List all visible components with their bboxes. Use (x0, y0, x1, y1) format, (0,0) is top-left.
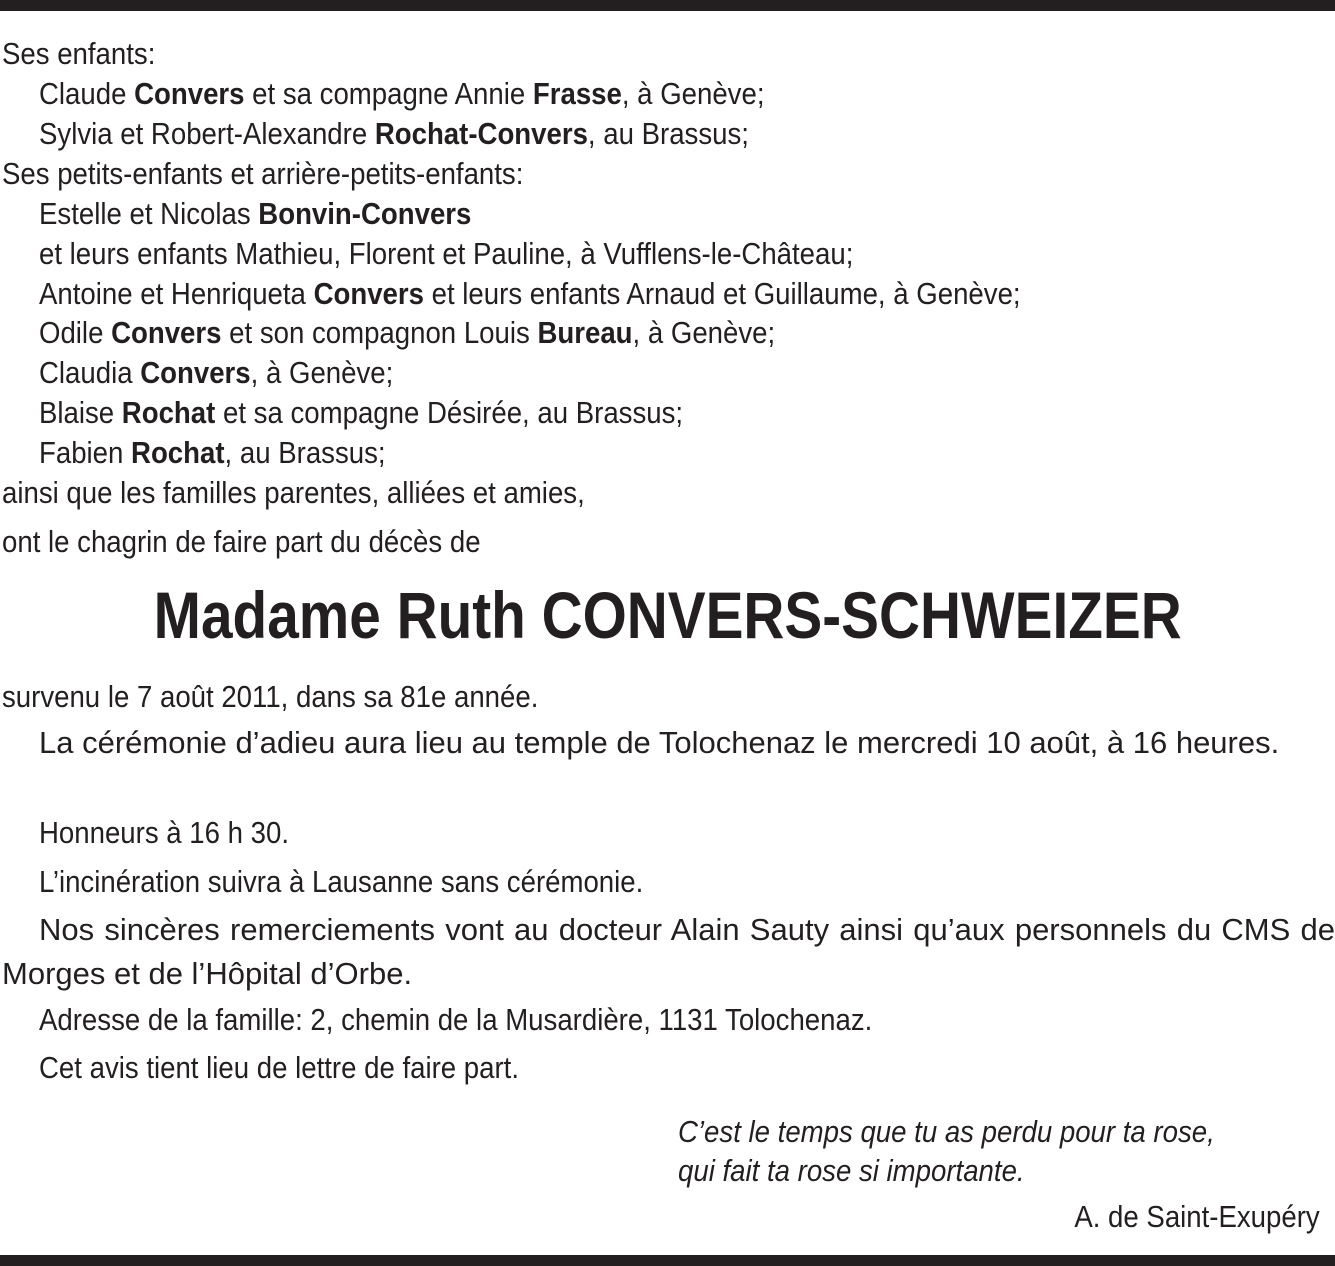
quote-line: C’est le temps que tu as perdu pour ta rose, (678, 1114, 1215, 1149)
ceremony-paragraph: La cérémonie d’adieu aura lieu au temple de Tolochenaz le mercredi 10 août, à 16 heures. (39, 725, 1280, 760)
incineration-line: L’incinération suivra à Lausanne sans cérémonie. (39, 864, 644, 899)
bottom-rule (0, 1255, 1335, 1266)
family-line: et leurs enfants Mathieu, Florent et Pauline, à Vufflens-le-Château; (39, 236, 854, 271)
family-line: Claude Convers et sa compagne Annie Frasse, à Genève; (39, 76, 765, 111)
quote-author: A. de Saint-Exupéry (1074, 1199, 1320, 1234)
thanks-paragraph: Nos sincères remerciements vont au docteur Alain Sauty ainsi qu’aux personnels du CMS de Morges et de l’Hôpital d’Orbe. (2, 912, 1335, 991)
grandchildren-heading: Ses petits-enfants et arrière-petits-enfants: (2, 156, 524, 191)
family-line: Odile Convers et son compagnon Louis Bureau, à Genève; (39, 315, 776, 350)
closing-line: ainsi que les familles parentes, alliées et amies, (2, 475, 585, 510)
honours-line: Honneurs à 16 h 30. (39, 815, 290, 850)
family-line: Antoine et Henriqueta Convers et leurs enfants Arnaud et Guillaume, à Genève; (39, 276, 1021, 311)
notice-line: Cet avis tient lieu de lettre de faire part. (39, 1050, 520, 1085)
children-heading: Ses enfants: (2, 36, 156, 71)
quote-line: qui fait ta rose si importante. (678, 1153, 1025, 1188)
family-line: Blaise Rochat et sa compagne Désirée, au Brassus; (39, 395, 684, 430)
address-line: Adresse de la famille: 2, chemin de la Musardière, 1131 Tolochenaz. (39, 1002, 873, 1037)
deceased-name: Madame Ruth CONVERS-SCHWEIZER (153, 578, 1182, 652)
death-info: survenu le 7 août 2011, dans sa 81e année. (2, 679, 539, 714)
family-line: Fabien Rochat, au Brassus; (39, 435, 386, 470)
family-line: Estelle et Nicolas Bonvin-Convers (39, 196, 472, 231)
family-line: Sylvia et Robert-Alexandre Rochat-Convers, au Brassus; (39, 116, 749, 151)
top-rule (0, 0, 1335, 11)
family-line: Claudia Convers, à Genève; (39, 355, 394, 390)
announcement-line: ont le chagrin de faire part du décès de (2, 524, 481, 559)
